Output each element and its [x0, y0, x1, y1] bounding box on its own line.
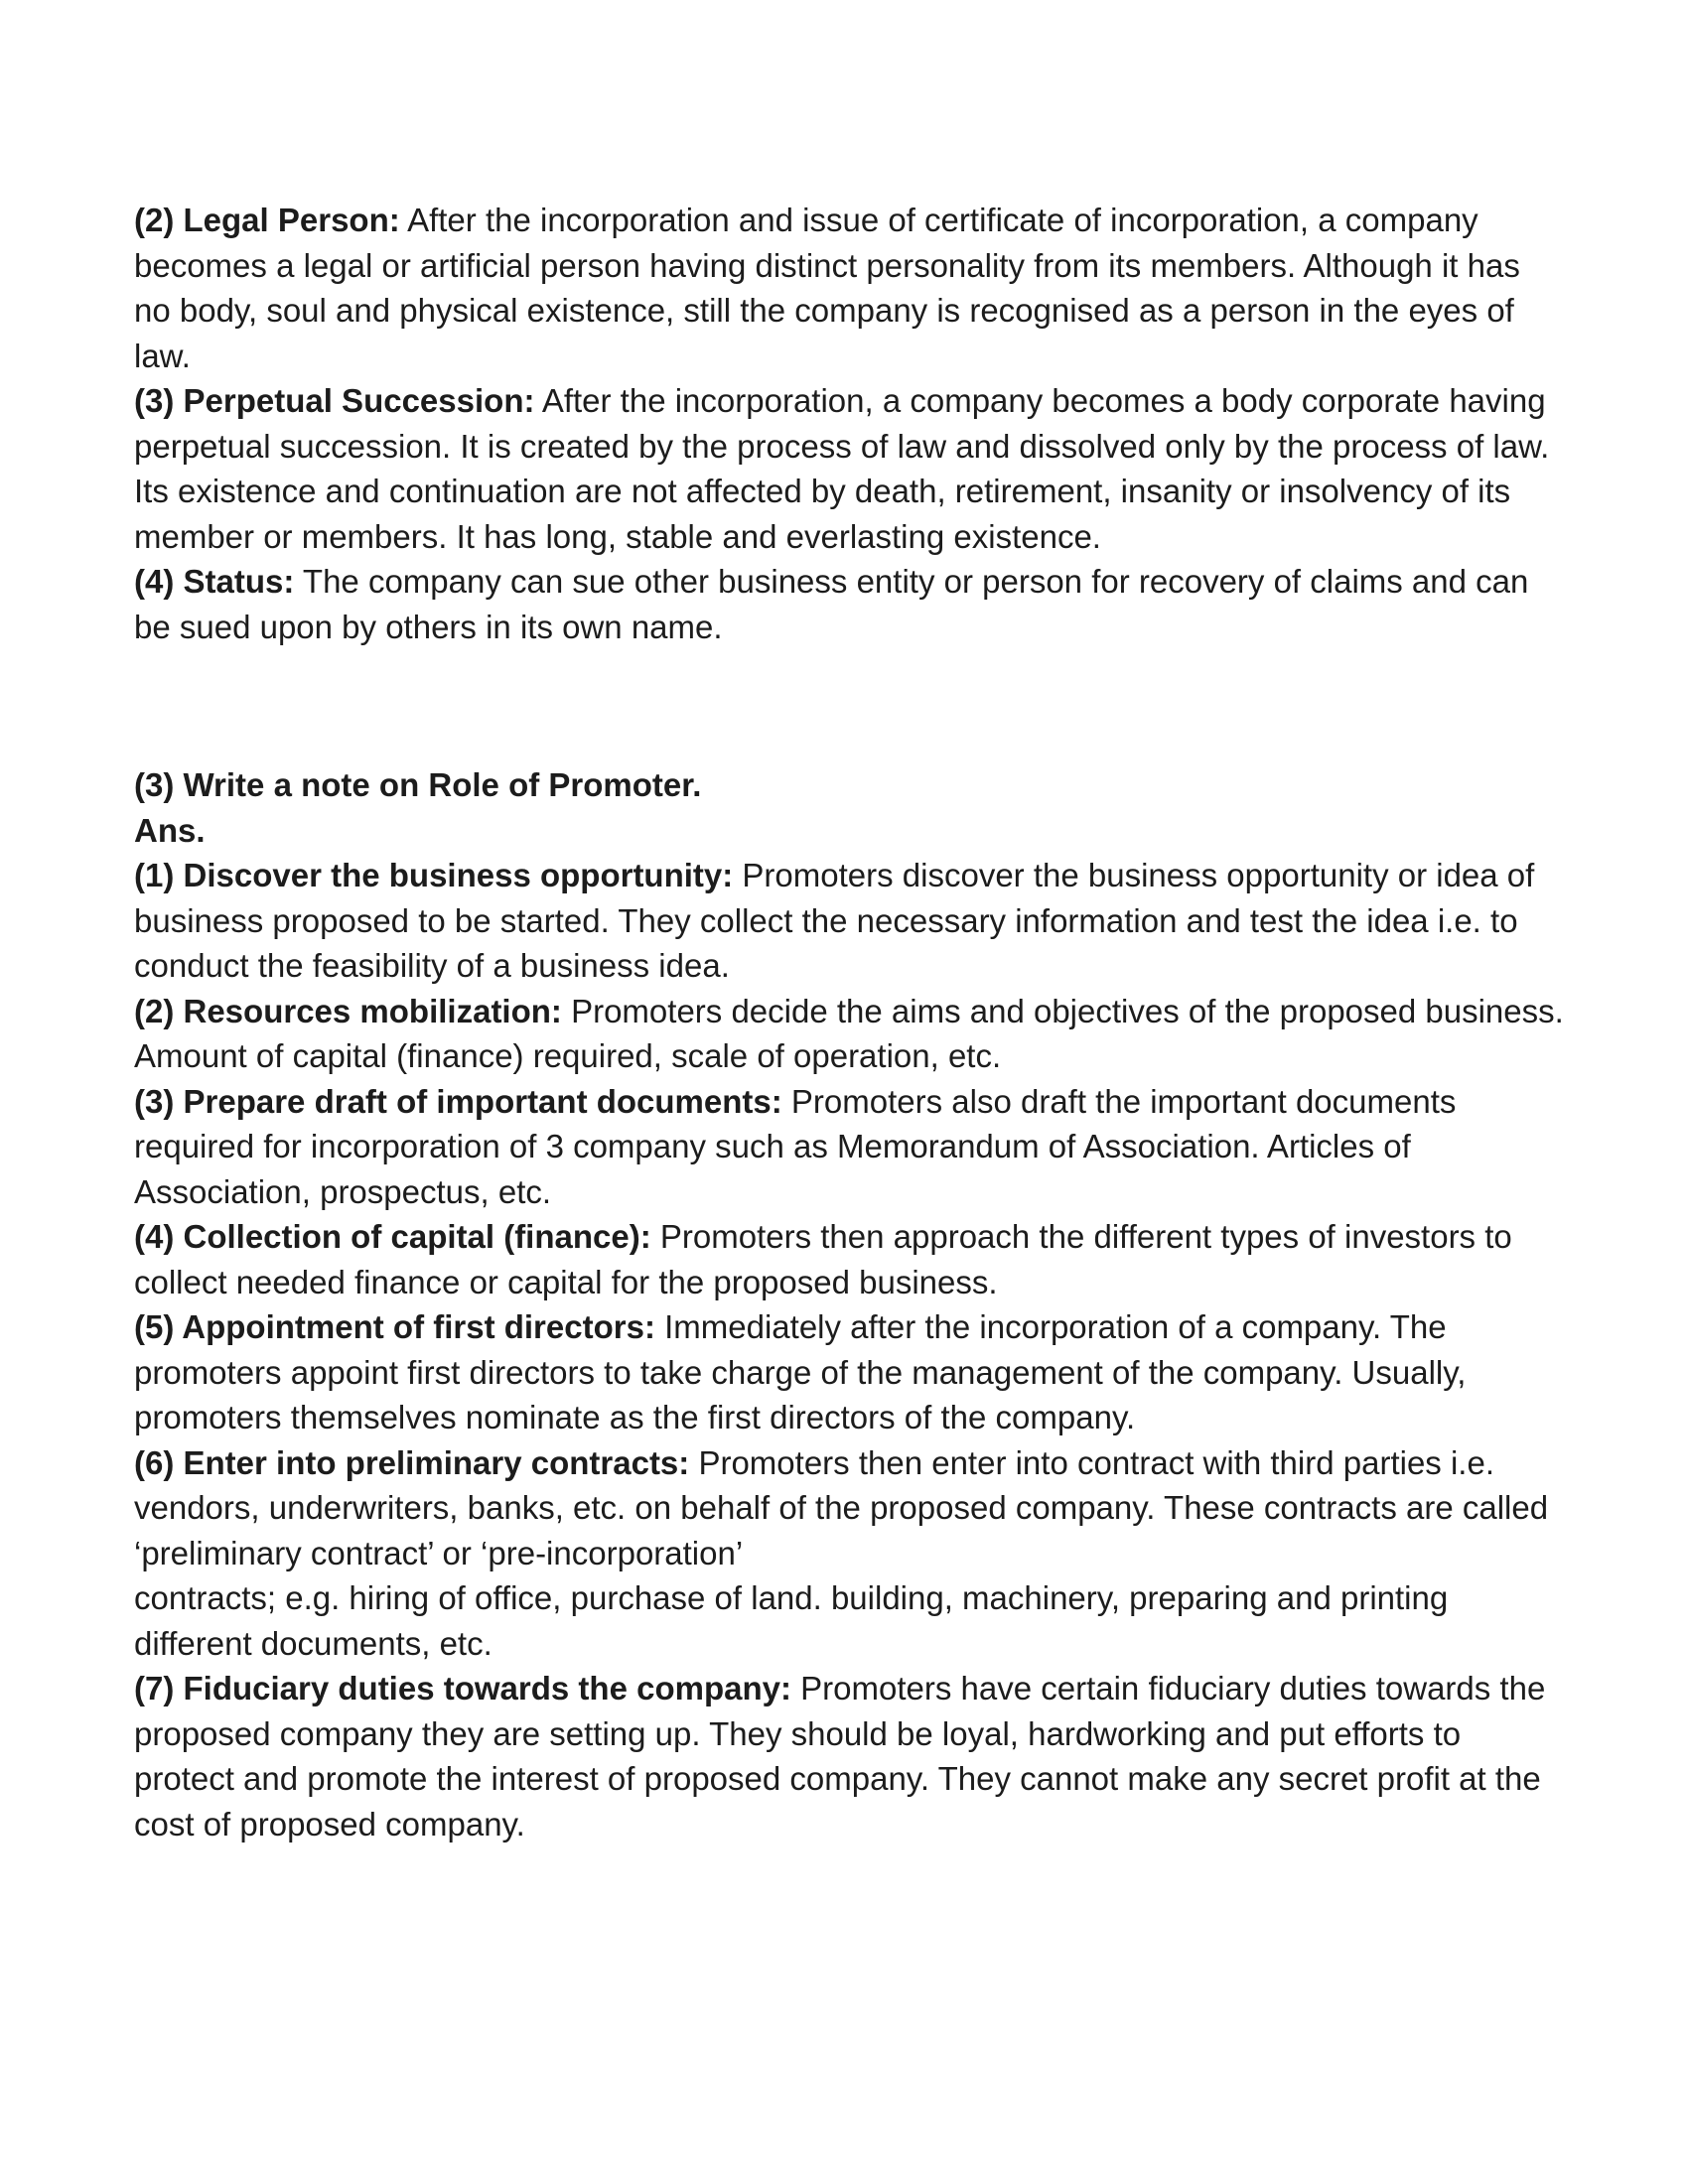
paragraph-collection-of-capital	[134, 1214, 1564, 1304]
paragraph-appointment-directors	[134, 1304, 1564, 1440]
text-preliminary-contracts: Promoters then enter into contract with third parties i.e. vendors, underwriters, banks, etc. on behalf of the proposed company. These contracts are called ‘preliminary contract’ or ‘pre-incorporation’	[134, 1443, 1549, 1571]
paragraph-legal-person	[134, 198, 1564, 378]
role-of-promoter-section	[134, 762, 1564, 1846]
paragraph-resources-mobilization	[134, 989, 1564, 1079]
term-preliminary-contracts: (6) Enter into preliminary contracts:	[134, 1443, 690, 1481]
text-appointment-directors: Immediately after the incorporation of a company. The promoters appoint first directors to take charge of the management of the company. Usually, promoters themselves nominate as the first directors of the company.	[134, 1308, 1467, 1435]
paragraph-status	[134, 559, 1564, 649]
document-page	[134, 198, 1564, 1846]
term-prepare-draft: (3) Prepare draft of important documents:	[134, 1082, 782, 1120]
text-status: The company can sue other business entity or person for recovery of claims and can be sued upon by others in its own name.	[134, 563, 1529, 645]
text-resources-mobilization: Promoters decide the aims and objectives of the proposed business. Amount of capital (finance) required, scale of operation, etc.	[134, 992, 1564, 1074]
term-fiduciary-duties: (7) Fiduciary duties towards the company:	[134, 1670, 791, 1706]
section-spacer	[134, 649, 1564, 762]
text-prepare-draft: Promoters also draft the important documents required for incorporation of 3 company such as Memorandum of Association. Articles of Association, prospectus, etc.	[134, 1082, 1457, 1210]
company-features-section	[134, 198, 1564, 649]
text-legal-person: After the incorporation and issue of certificate of incorporation, a company becomes a legal or artificial person having distinct personality from its members. Although it has no body, soul and physical existence, still the company is recognised as a person in the eyes of law.	[134, 202, 1520, 374]
term-collection-of-capital: (4) Collection of capital (finance):	[134, 1218, 651, 1255]
text-discover-opportunity: Promoters discover the business opportunity or idea of business proposed to be started. They collect the necessary information and test the idea i.e. to conduct the feasibility of a business idea.	[134, 857, 1535, 984]
paragraph-prepare-draft	[134, 1079, 1564, 1215]
term-discover-opportunity: (1) Discover the business opportunity:	[134, 857, 734, 893]
paragraph-preliminary-contracts-continued: contracts; e.g. hiring of office, purchase of land. building, machinery, preparing and printing different documents, etc.	[134, 1579, 1449, 1662]
text-perpetual-succession: After the incorporation, a company becomes a body corporate having perpetual succession. It is created by the process of law and dissolved only by the process of law. Its existence and continuation are not affected by death, retirement, insanity or insolvency of its member or members. It has long, stable and everlasting existence.	[134, 382, 1550, 555]
term-legal-person: (2) Legal Person:	[134, 202, 400, 238]
paragraph-preliminary-contracts	[134, 1440, 1564, 1576]
answer-label: Ans.	[134, 811, 206, 849]
term-resources-mobilization: (2) Resources mobilization:	[134, 992, 562, 1029]
term-appointment-directors: (5) Appointment of first directors:	[134, 1308, 655, 1345]
term-status: (4) Status:	[134, 563, 295, 600]
term-perpetual-succession: (3) Perpetual Succession:	[134, 382, 535, 419]
text-fiduciary-duties: Promoters have certain fiduciary duties towards the proposed company they are setting up. They should be loyal, hardworking and put efforts to protect and promote the interest of proposed company. They cannot make any secret profit at the cost of proposed company.	[134, 1670, 1546, 1843]
paragraph-perpetual-succession	[134, 378, 1564, 559]
question-heading: (3) Write a note on Role of Promoter.	[134, 766, 702, 803]
paragraph-discover-opportunity	[134, 853, 1564, 989]
text-collection-of-capital: Promoters then approach the different types of investors to collect needed finance or capital for the proposed business.	[134, 1218, 1512, 1300]
paragraph-fiduciary-duties	[134, 1666, 1564, 1846]
